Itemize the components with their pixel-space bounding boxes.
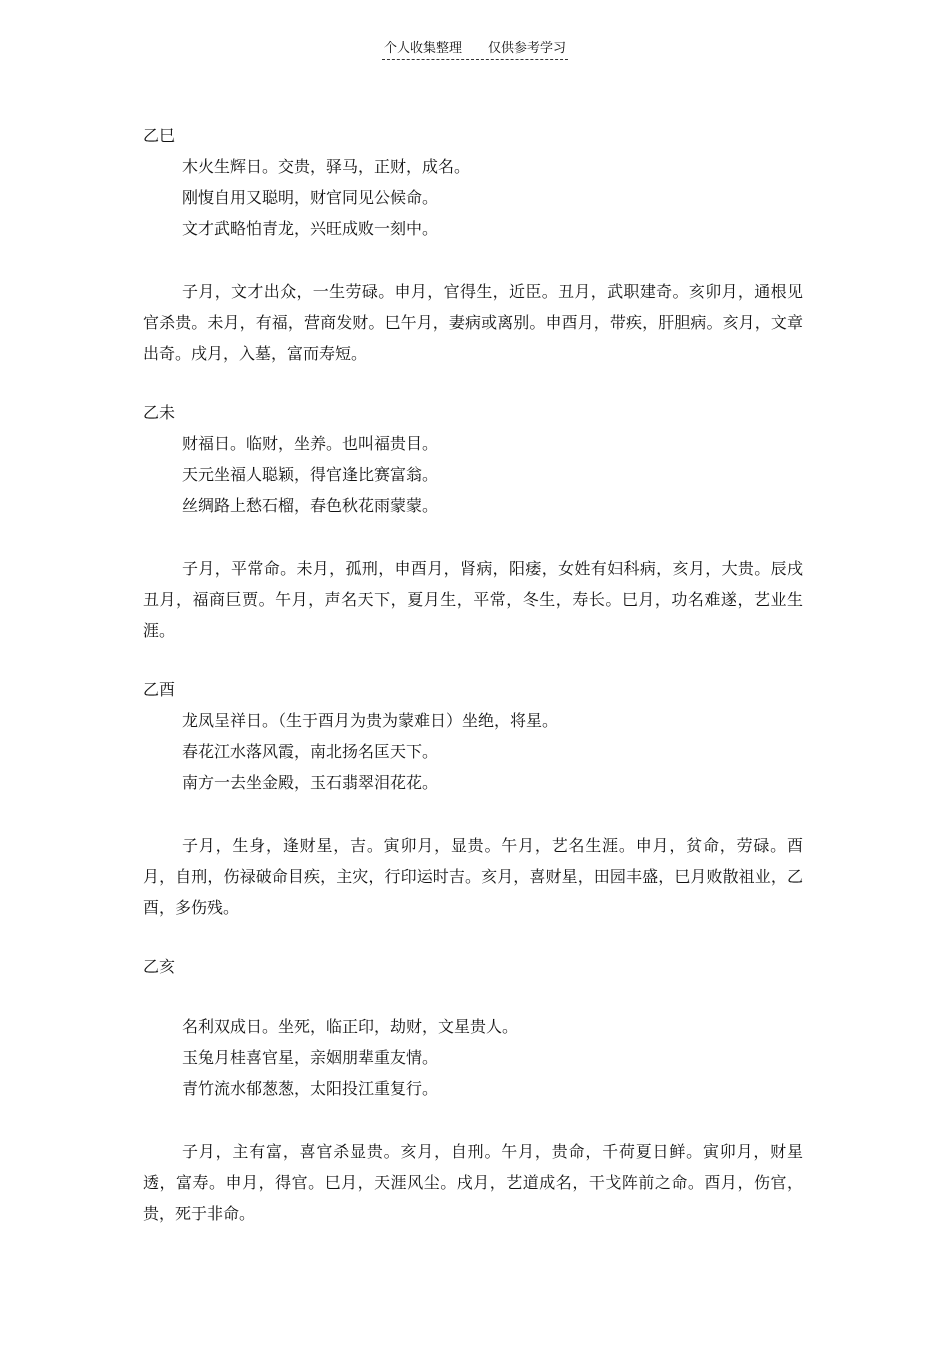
section-yisi bbox=[143, 120, 803, 369]
header-text-collection: 个人收集整理 bbox=[383, 41, 462, 56]
section-yihai bbox=[143, 951, 803, 1229]
verse-line: 青竹流水郁葱葱，太阳投江重复行。 bbox=[182, 1079, 439, 1098]
verse-line: 丝绸路上愁石榴，春色秋花雨蒙蒙。 bbox=[182, 496, 439, 515]
section-paragraph: 子月，文才出众，一生劳碌。申月，官得生，近臣。丑月，武职建奇。亥卯月，通根见官杀贵。未月，有福，营商发财。巳午月，妻病或离别。申酉月，带疾，肝胆病。亥月，文章出奇。戌月，入墓，富而寿短。 bbox=[143, 282, 803, 363]
verse-line: 财福日。临财，坐养。也叫福贵目。 bbox=[182, 434, 439, 453]
verse-line: 刚愎自用又聪明，财官同见公候命。 bbox=[182, 188, 439, 207]
header-line bbox=[382, 40, 568, 60]
verse-line: 名利双成日。坐死，临正印，劫财，文星贵人。 bbox=[182, 1017, 519, 1036]
verse-line: 春花江水落风霞，南北扬名匡天下。 bbox=[182, 742, 439, 761]
section-title: 乙酉 bbox=[143, 680, 176, 699]
verse-line: 天元坐福人聪颖，得官逢比赛富翁。 bbox=[182, 465, 439, 484]
verse-line: 南方一去坐金殿，玉石翡翠泪花花。 bbox=[182, 773, 439, 792]
header-text-reference: 仅供参考学习 bbox=[488, 41, 567, 56]
page-header bbox=[0, 40, 950, 60]
section-paragraph: 子月，平常命。未月，孤刑，申酉月，肾病，阳痿，女姓有妇科病，亥月，大贵。辰戌丑月，福商巨贾。午月，声名天下，夏月生，平常，冬生，寿长。巳月，功名难遂，艺业生涯。 bbox=[143, 559, 803, 640]
verse-line: 龙凤呈祥日。（生于酉月为贵为蒙难日）坐绝，将星。 bbox=[182, 711, 559, 730]
section-paragraph: 子月，生身，逢财星，吉。寅卯月，显贵。午月，艺名生涯。申月，贫命，劳碌。酉月，自刑，伤禄破命目疾，主灾，行印运时吉。亥月，喜财星，田园丰盛，巳月败散祖业，乙酉，多伤残。 bbox=[143, 836, 803, 917]
verse-line: 玉兔月桂喜官星，亲姻朋辈重友情。 bbox=[182, 1048, 439, 1067]
section-title: 乙未 bbox=[143, 403, 176, 422]
verse-line: 文才武略怕青龙，兴旺成败一刻中。 bbox=[182, 219, 439, 238]
section-title: 乙亥 bbox=[143, 957, 176, 976]
section-title: 乙巳 bbox=[143, 126, 176, 145]
section-yiwei bbox=[143, 397, 803, 646]
document-body bbox=[143, 120, 803, 1229]
section-paragraph: 子月，主有富，喜官杀显贵。亥月，自刑。午月，贵命，千荷夏日鲜。寅卯月，财星透，富寿。申月，得官。巳月，天涯风尘。戌月，艺道成名，干戈阵前之命。酉月，伤官，贵，死于非命。 bbox=[143, 1142, 803, 1223]
verse-line: 木火生辉日。交贵，驿马，正财，成名。 bbox=[182, 157, 471, 176]
section-yiyou bbox=[143, 674, 803, 923]
